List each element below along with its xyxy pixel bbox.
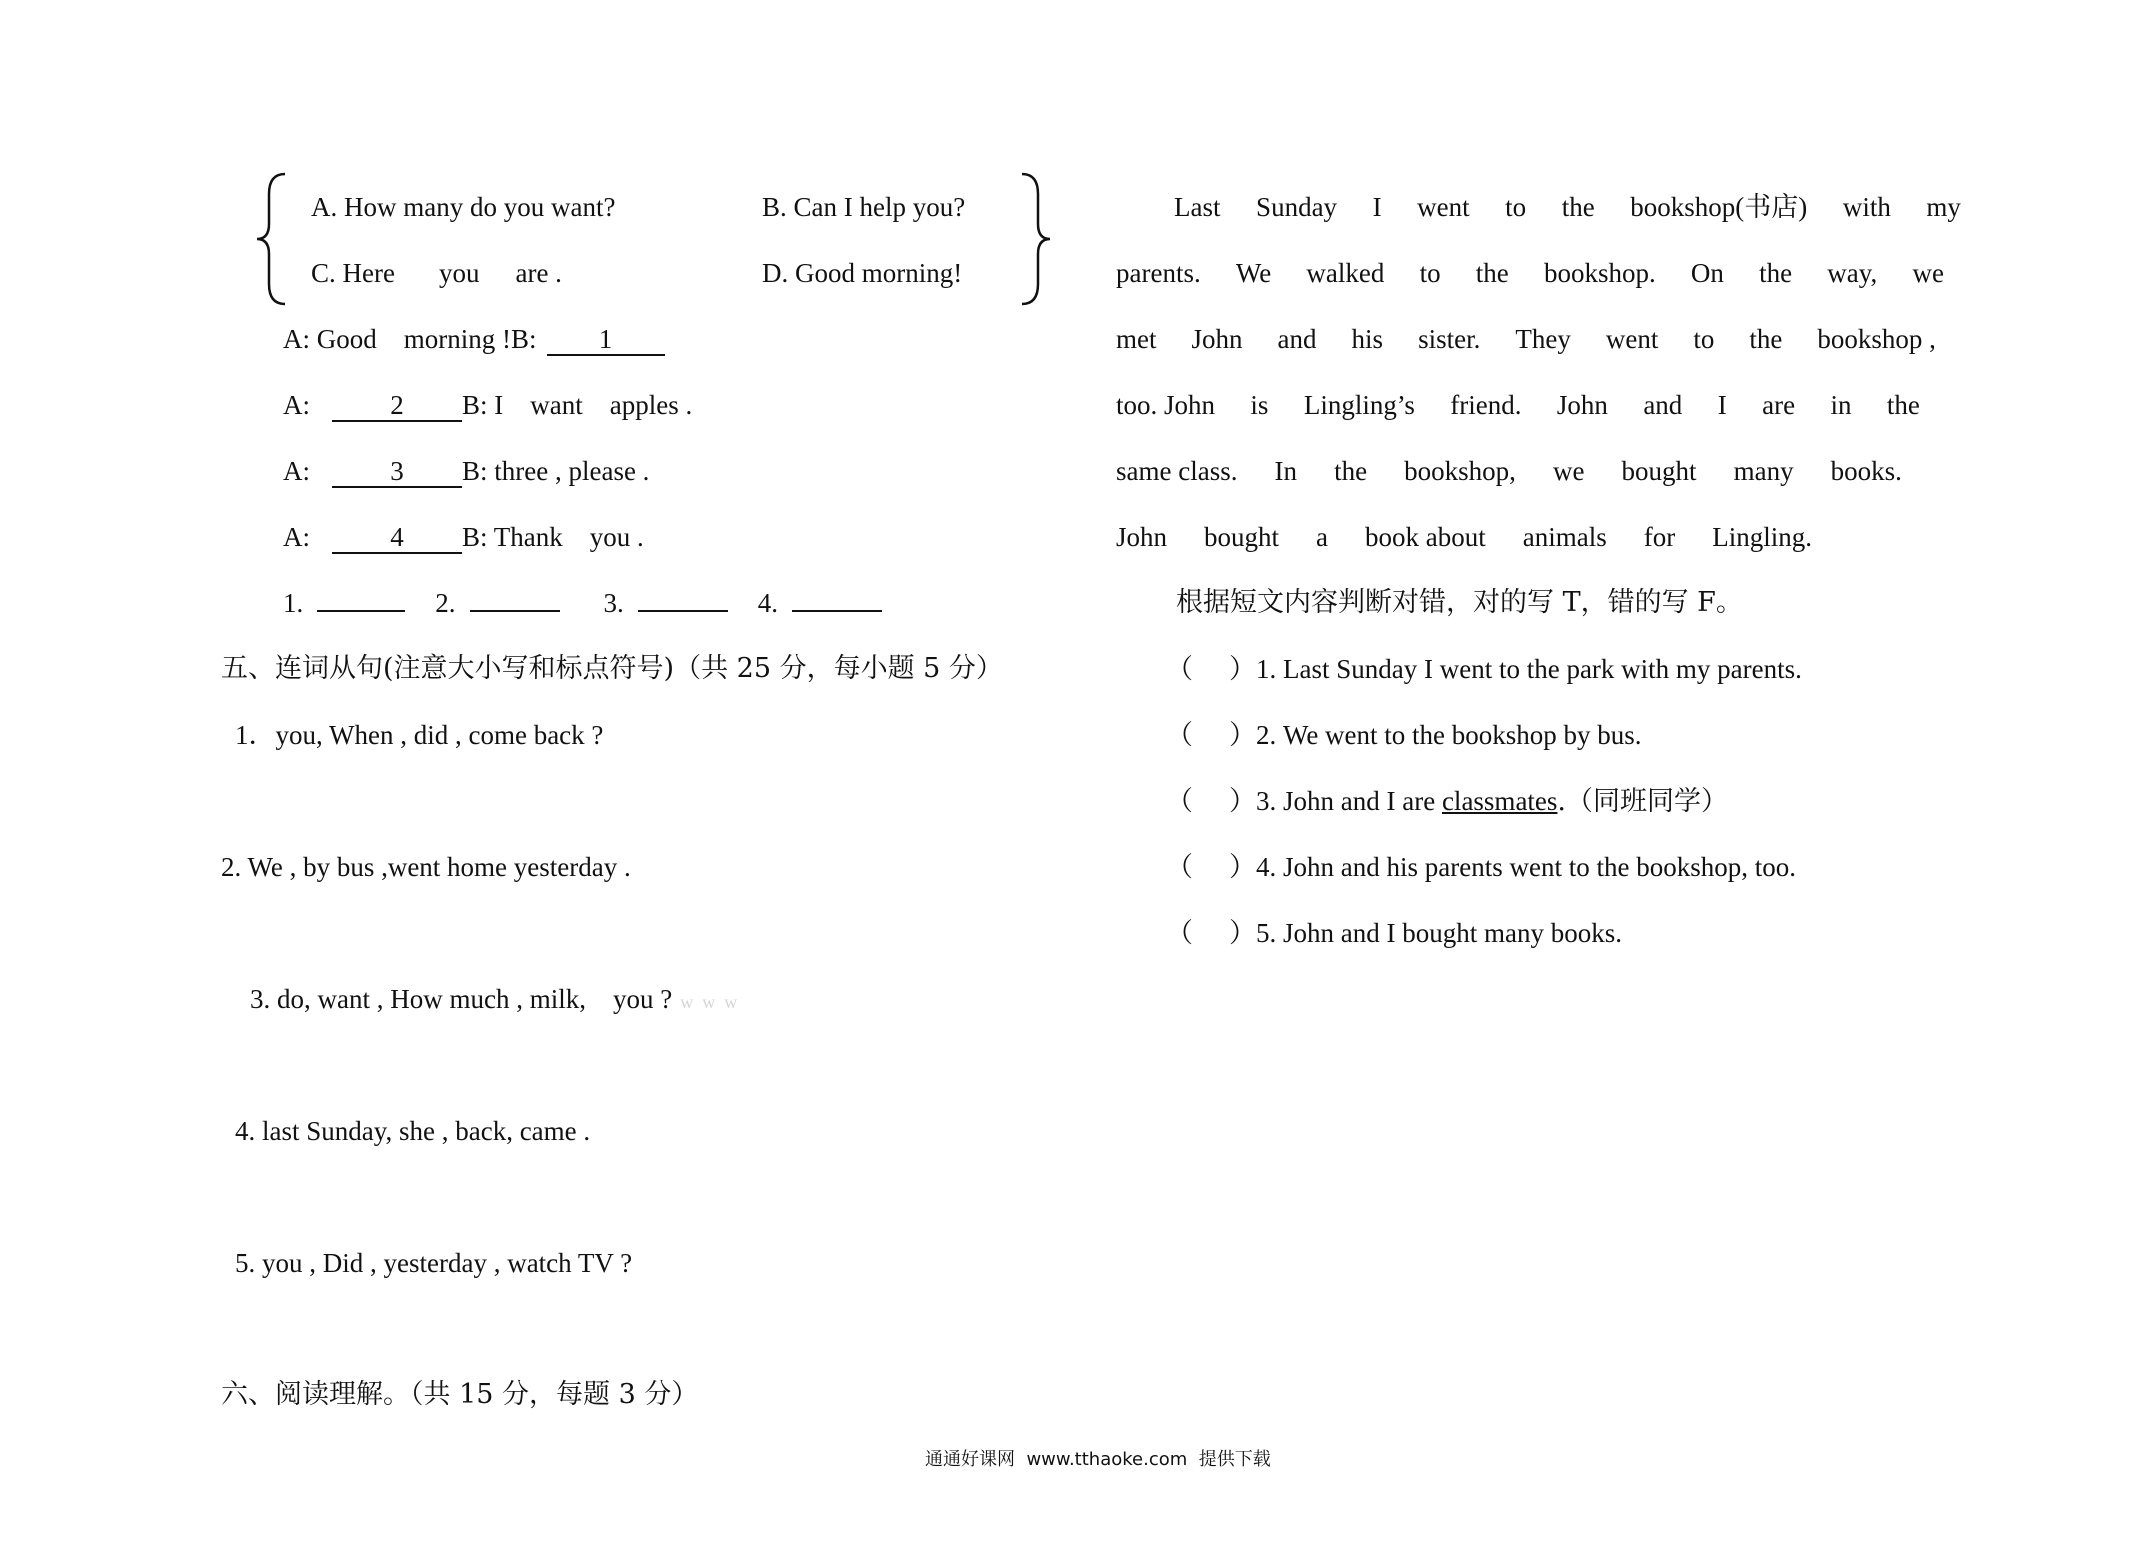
tf-paren-open: （ — [1166, 654, 1193, 685]
passage-word: Last — [1174, 192, 1221, 222]
dialogue-line — [283, 388, 692, 422]
passage-word: too. John — [1116, 390, 1216, 420]
passage-word: In — [1274, 456, 1298, 486]
passage-line — [1116, 520, 1812, 554]
passage-line — [1116, 322, 1936, 356]
passage-word: friend. — [1450, 390, 1522, 420]
passage-word: the — [1561, 192, 1595, 222]
dialogue-prefix: A: Good morning !B: — [283, 324, 537, 354]
passage-word: I — [1717, 390, 1727, 420]
passage-word: his — [1351, 324, 1384, 354]
passage-word: way, — [1827, 258, 1878, 288]
tf-instruction: 根据短文内容判断对错，对的写 T，错的写 F。 — [1176, 587, 1743, 618]
passage-word: we — [1912, 258, 1944, 288]
passage-word: bookshop , — [1817, 324, 1936, 354]
tf-statement-tail: .（同班同学） — [1557, 786, 1729, 817]
option-b: B. Can I help you? — [762, 192, 966, 222]
passage-word: sister. — [1418, 324, 1481, 354]
answer-line[interactable] — [470, 610, 560, 612]
tf-paren-close: ） — [1229, 720, 1256, 751]
dialogue-suffix: B: I want apples . — [462, 390, 693, 420]
option-c-part: you — [438, 258, 480, 288]
passage-word: books. — [1830, 456, 1902, 486]
passage-word: book about — [1365, 522, 1486, 552]
answer-number: 1. — [283, 588, 304, 618]
passage-line — [1116, 190, 1961, 224]
dialogue-line — [283, 454, 649, 488]
tf-item — [1166, 718, 1642, 753]
passage-word: in — [1830, 390, 1852, 420]
tf-item — [1166, 784, 1728, 819]
passage-word: parents. — [1116, 258, 1201, 288]
passage-word: a — [1316, 522, 1329, 552]
passage-word: and — [1643, 390, 1683, 420]
answer-number: 4. — [757, 588, 778, 618]
passage-word: to — [1419, 258, 1441, 288]
passage-line — [1116, 454, 1902, 488]
tf-paren-close: ） — [1229, 918, 1256, 949]
answer-row — [283, 586, 882, 620]
passage-word: John — [1556, 390, 1608, 420]
passage-word: with — [1842, 192, 1891, 222]
passage-word: went — [1605, 324, 1659, 354]
passage-line — [1116, 388, 1920, 422]
passage-word: bought — [1621, 456, 1697, 486]
passage-word: met — [1116, 324, 1157, 354]
passage-word: went — [1417, 192, 1470, 222]
tf-statement: 5. John and I bought many books. — [1256, 918, 1622, 948]
tf-paren-close: ） — [1229, 786, 1256, 817]
tf-paren-close: ） — [1229, 852, 1256, 883]
page-footer: 通通好课网 www.tthaoke.com 提供下载 — [925, 1449, 1271, 1470]
section5-heading: 五、连词从句(注意大小写和标点符号)（共 25 分，每小题 5 分） — [221, 653, 1003, 684]
passage-word: we — [1552, 456, 1585, 486]
tf-item — [1166, 652, 1802, 687]
watermark-text: w w w — [680, 992, 738, 1012]
answer-blank[interactable]: 1 — [547, 324, 665, 356]
tf-paren-open: （ — [1166, 852, 1193, 883]
passage-word: Sunday — [1256, 192, 1338, 222]
dialogue-prefix: A: — [283, 390, 310, 420]
tf-statement: 1. Last Sunday I went to the park with my parents. — [1256, 654, 1802, 684]
passage-word: I — [1372, 192, 1382, 222]
passage-word: the — [1334, 456, 1368, 486]
answer-line[interactable] — [638, 610, 728, 612]
dialogue-line — [283, 520, 644, 554]
dialogue-prefix: A: — [283, 456, 310, 486]
tf-paren-open: （ — [1166, 720, 1193, 751]
tf-item — [1166, 916, 1622, 951]
passage-word: the — [1749, 324, 1783, 354]
reorder-item: 2. We , by bus ,went home yesterday . — [221, 852, 631, 882]
tf-statement: 4. John and his parents went to the bookshop, too. — [1256, 852, 1796, 882]
passage-word: bookshop. — [1543, 258, 1656, 288]
tf-statement: 3. John and I are — [1256, 786, 1442, 816]
passage-word: same class. — [1116, 456, 1238, 486]
passage-word: is — [1250, 390, 1269, 420]
passage-word: John — [1191, 324, 1243, 354]
passage-word: We — [1235, 258, 1272, 288]
answer-blank[interactable]: 2 — [332, 390, 462, 422]
tf-paren-open: （ — [1166, 918, 1193, 949]
passage-word: my — [1926, 192, 1961, 222]
tf-paren-close: ） — [1229, 654, 1256, 685]
passage-word: bought — [1204, 522, 1280, 552]
passage-word: On — [1690, 258, 1724, 288]
answer-line[interactable] — [792, 610, 882, 612]
reorder-item-text: 3. do, want , How much , milk, you ? — [250, 984, 673, 1014]
passage-word: the — [1475, 258, 1509, 288]
option-c-part: are . — [515, 258, 562, 288]
passage-word: many — [1733, 456, 1794, 486]
passage-word: They — [1515, 324, 1571, 354]
reorder-item: 1．you, When , did , come back ? — [235, 720, 604, 750]
option-c — [311, 256, 562, 290]
passage-word: the — [1759, 258, 1793, 288]
section6-heading: 六、阅读理解。（共 15 分，每题 3 分） — [221, 1379, 699, 1410]
right-brace — [1018, 172, 1052, 306]
passage-word: bookshop, — [1404, 456, 1516, 486]
passage-word: are — [1762, 390, 1796, 420]
dialogue-prefix: A: — [283, 522, 310, 552]
passage-word: for — [1643, 522, 1676, 552]
tf-item — [1166, 850, 1796, 885]
dialogue-suffix: B: Thank you . — [462, 522, 644, 552]
answer-blank[interactable]: 3 — [332, 456, 462, 488]
reorder-item — [250, 982, 737, 1019]
answer-blank[interactable]: 4 — [332, 522, 462, 554]
passage-word: bookshop(书店) — [1630, 192, 1808, 222]
option-c-part: C. Here — [311, 258, 395, 288]
passage-word: Lingling. — [1712, 522, 1812, 552]
passage-word: to — [1693, 324, 1715, 354]
dialogue-suffix: B: three , please . — [462, 456, 650, 486]
tf-paren-open: （ — [1166, 786, 1193, 817]
option-a: A. How many do you want? — [311, 192, 616, 222]
passage-word: walked — [1306, 258, 1385, 288]
option-d: D. Good morning! — [762, 258, 963, 288]
left-brace — [255, 172, 289, 306]
dialogue-line — [283, 322, 665, 356]
answer-number: 3. — [603, 588, 624, 618]
passage-word: John — [1116, 522, 1168, 552]
tf-underlined-word: classmates — [1441, 786, 1558, 816]
passage-line — [1116, 256, 1944, 290]
reorder-item: 4. last Sunday, she , back, came . — [235, 1116, 591, 1146]
passage-word: to — [1505, 192, 1527, 222]
passage-word: and — [1277, 324, 1317, 354]
answer-number: 2. — [435, 588, 456, 618]
tf-statement: 2. We went to the bookshop by bus. — [1256, 720, 1642, 750]
reorder-item: 5. you , Did , yesterday , watch TV ? — [235, 1248, 633, 1278]
answer-line[interactable] — [317, 610, 405, 612]
passage-word: animals — [1522, 522, 1607, 552]
passage-word: Lingling’s — [1303, 390, 1415, 420]
passage-word: the — [1886, 390, 1920, 420]
